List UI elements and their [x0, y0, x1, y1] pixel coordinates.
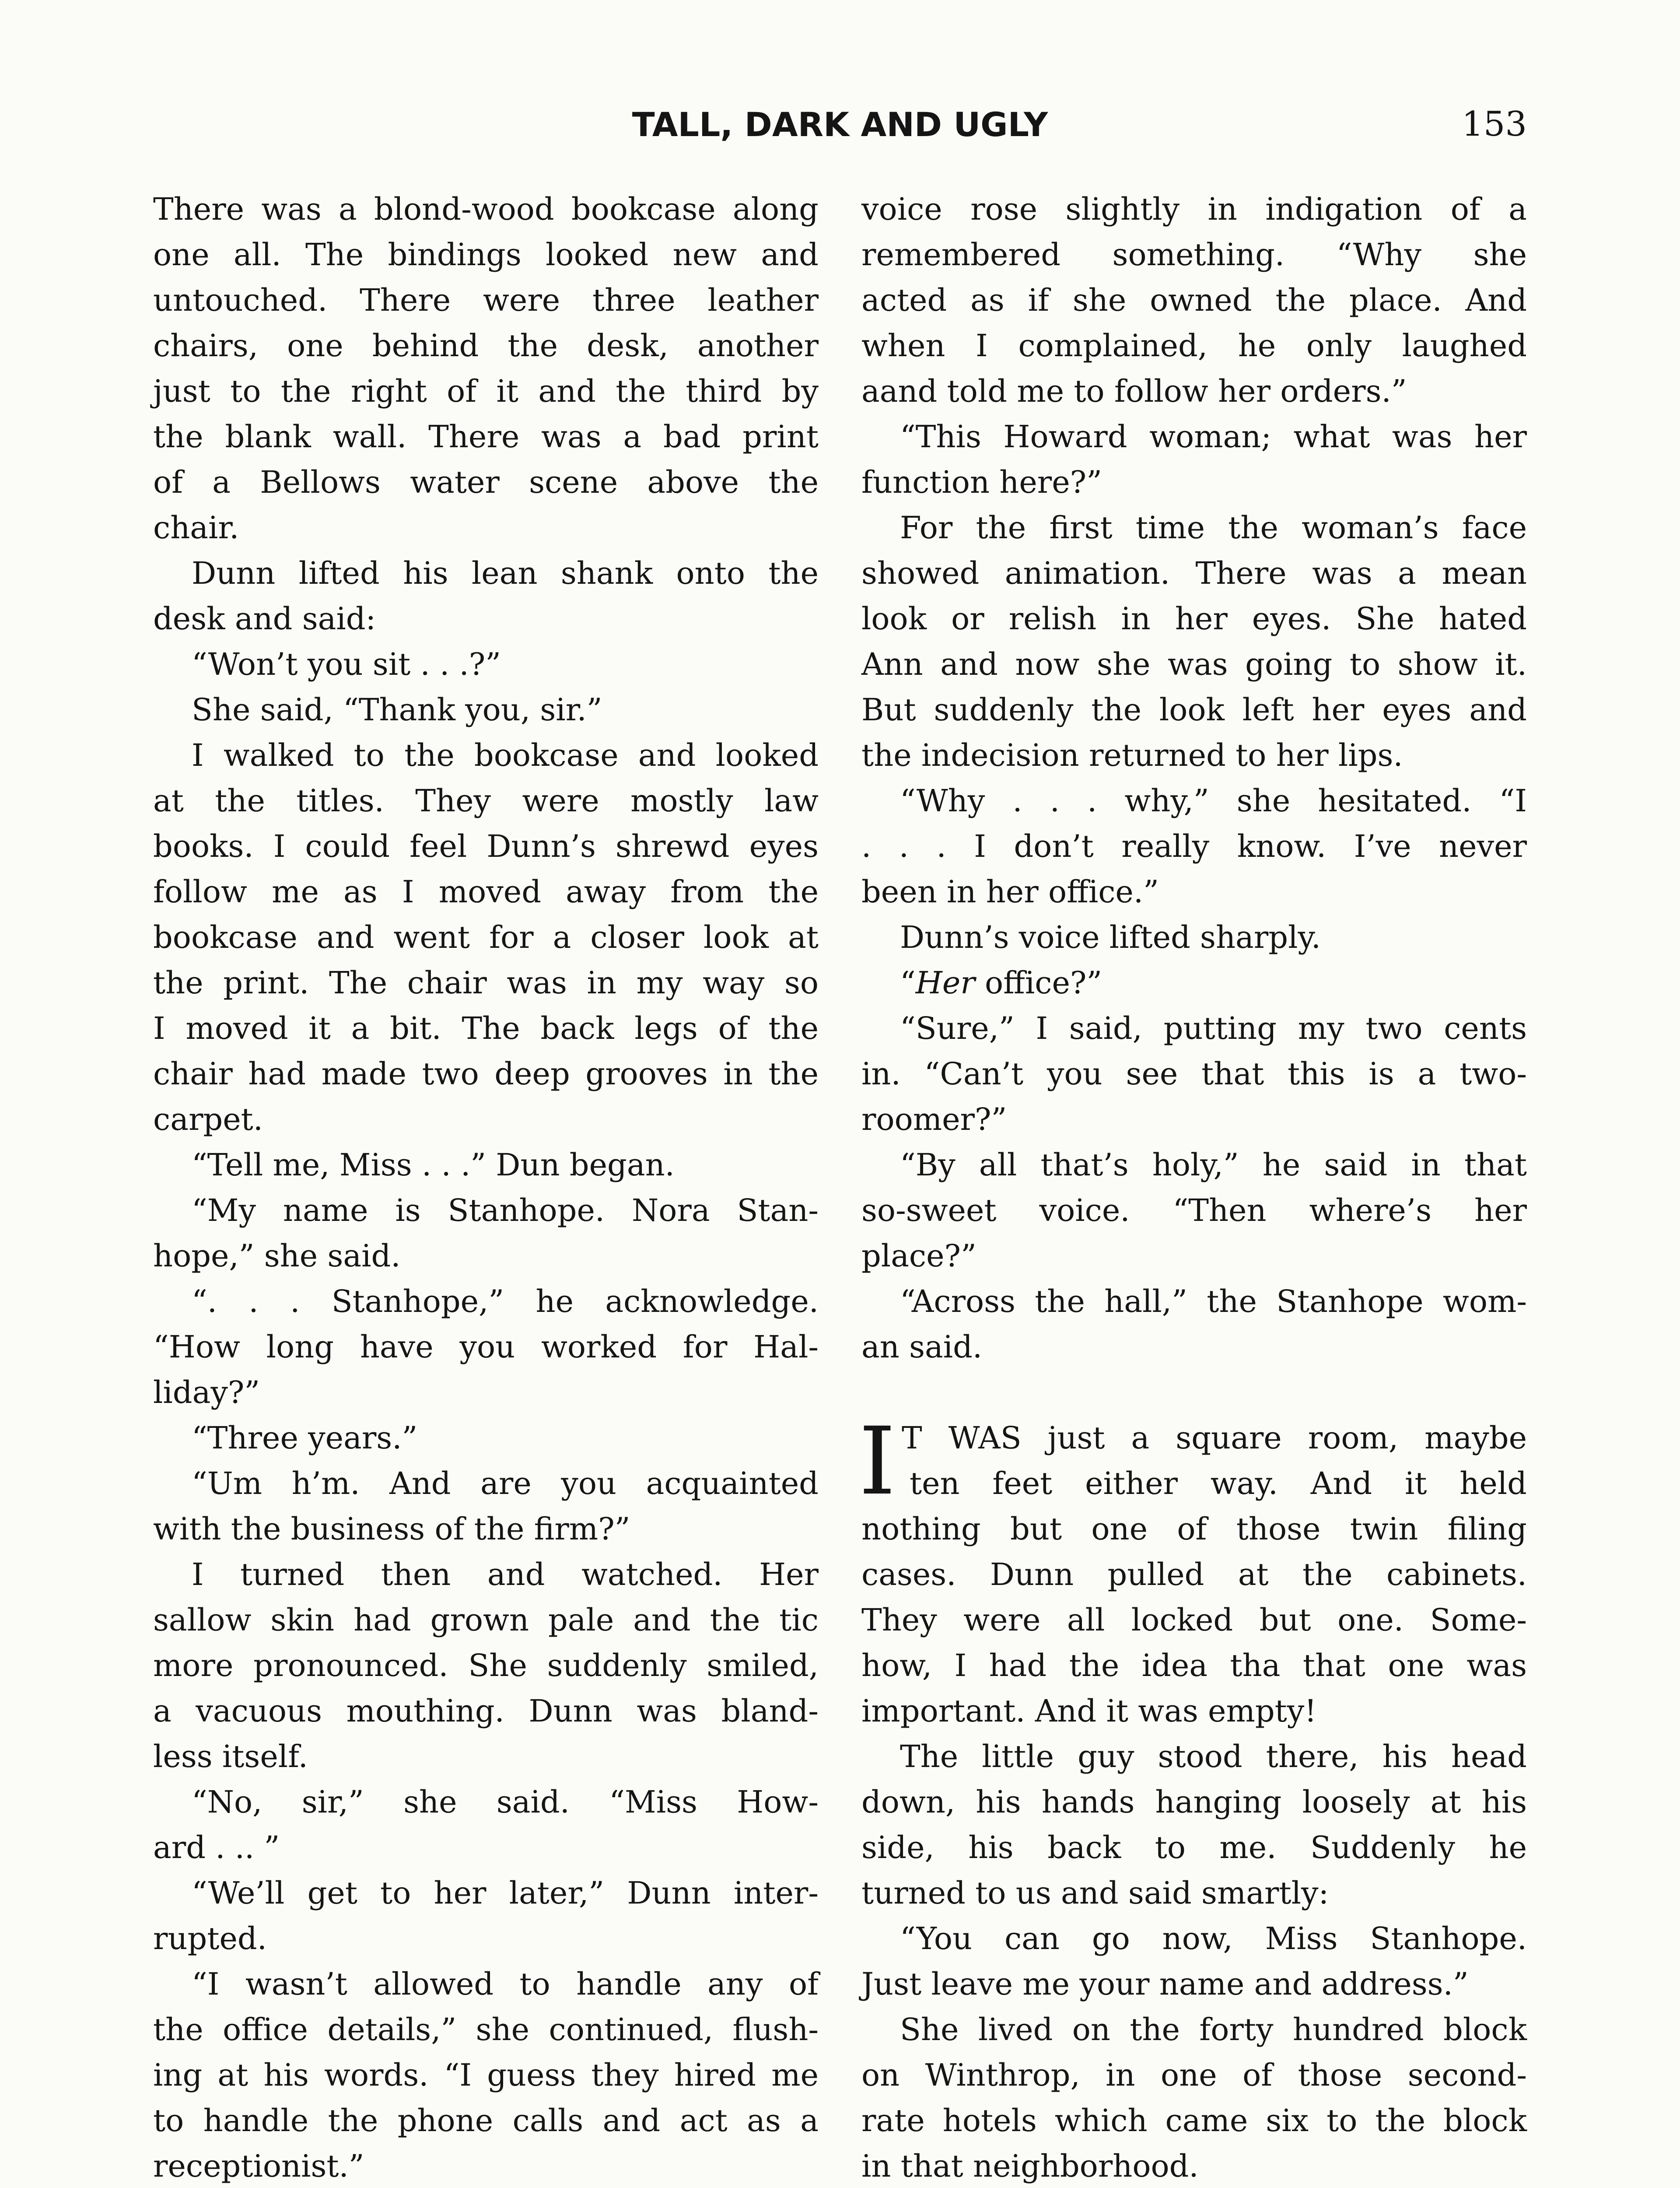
- text-line: “This Howard woman; what was her: [900, 419, 1527, 455]
- text-line: liday?”: [153, 1375, 260, 1410]
- text-line: rate hotels which came six to the block: [861, 2103, 1527, 2139]
- text-line: I walked to the bookcase and looked: [192, 737, 819, 773]
- text-line: turned to us and said smartly:: [861, 1875, 1329, 1911]
- text-line: of a Bellows water scene above the: [153, 464, 819, 500]
- text-line: roomer?”: [861, 1101, 1007, 1137]
- text-line: aand told me to follow her orders.”: [861, 373, 1407, 409]
- paragraph: [153, 642, 819, 687]
- text-line: For the first time the woman’s face: [900, 510, 1527, 546]
- text-segment: office?”: [975, 965, 1102, 1001]
- paragraph: [861, 1006, 1527, 1142]
- text-line: “Tell me, Miss . . .” Dun began.: [192, 1147, 675, 1183]
- text-line: important. And it was empty!: [861, 1693, 1317, 1729]
- paragraph: [153, 1188, 819, 1279]
- text-line: follow me as I moved away from the: [153, 874, 819, 910]
- text-line: with the business of the firm?”: [153, 1511, 630, 1547]
- text-line: “My name is Stanhope. Nora Stan-: [192, 1192, 819, 1228]
- text-line: the blank wall. There was a bad print: [153, 419, 819, 455]
- text-line: “. . . Stanhope,” he acknowledge.: [192, 1283, 819, 1319]
- text-line: “Won’t you sit . . .?”: [192, 646, 501, 682]
- text-line: showed animation. There was a mean: [861, 555, 1527, 591]
- text-line: “Um h’m. And are you acquainted: [192, 1466, 819, 1501]
- paragraph: [861, 505, 1527, 778]
- section-break: [861, 1370, 1527, 1415]
- text-line: to handle the phone calls and act as a: [153, 2103, 819, 2139]
- text-line: T WAS just a square room, maybe: [902, 1420, 1527, 1456]
- text-line: the office details,” she continued, flush-: [153, 2012, 819, 2048]
- paragraph: [153, 1415, 819, 1461]
- text-line: voice rose slightly in indigation of a: [861, 191, 1527, 227]
- paragraph: [861, 186, 1527, 414]
- text-line: nothing but one of those twin filing: [861, 1511, 1527, 1547]
- text-line: “You can go now, Miss Stanhope.: [900, 1921, 1527, 1957]
- paragraph: [859, 1407, 1527, 1734]
- text-line: “We’ll get to her later,” Dunn inter-: [192, 1875, 819, 1911]
- text-line: just to the right of it and the third by: [153, 373, 819, 409]
- text-line: in that neighborhood.: [861, 2148, 1199, 2184]
- text-line: desk and said:: [153, 601, 376, 637]
- paragraph: [861, 1734, 1527, 1916]
- paragraph: [153, 687, 819, 733]
- text-line: The little guy stood there, his head: [900, 1739, 1527, 1774]
- text-line: when I complained, he only laughed: [861, 328, 1527, 364]
- paragraph: [153, 733, 819, 1142]
- text-line: “Across the hall,” the Stanhope wom-: [900, 1283, 1527, 1319]
- paragraph: [861, 778, 1527, 915]
- text-line: a vacuous mouthing. Dunn was bland-: [153, 1693, 819, 1729]
- paragraph: [153, 186, 819, 551]
- text-line: But suddenly the look left her eyes and: [861, 692, 1527, 728]
- text-line: at the titles. They were mostly law: [153, 783, 819, 819]
- text-line: been in her office.”: [861, 874, 1159, 910]
- text-line: “I wasn’t allowed to handle any of: [192, 1966, 819, 2002]
- text-line: look or relish in her eyes. She hated: [861, 601, 1527, 637]
- text-line: sallow skin had grown pale and the tic: [153, 1602, 819, 1638]
- text-line: . . . I don’t really know. I’ve never: [861, 828, 1527, 864]
- text-line: Just leave me your name and address.”: [861, 1966, 1469, 2002]
- text-line: less itself.: [153, 1739, 308, 1774]
- text-line: “Three years.”: [192, 1420, 418, 1456]
- text-line: “No, sir,” she said. “Miss How-: [192, 1784, 819, 1820]
- text-line: one all. The bindings looked new and: [153, 237, 819, 273]
- text-line: side, his back to me. Suddenly he: [861, 1830, 1527, 1865]
- text-line: on Winthrop, in one of those second-: [861, 2057, 1527, 2093]
- text-line: untouched. There were three leather: [153, 282, 819, 318]
- text-line: ten feet either way. And it held: [910, 1466, 1527, 1501]
- text-line: “By all that’s holy,” he said in that: [900, 1147, 1527, 1183]
- running-head: TALL, DARK AND UGLY: [632, 105, 1048, 144]
- text-line: I turned then and watched. Her: [192, 1557, 819, 1592]
- paragraph: [153, 1870, 819, 1961]
- text-line: receptionist.”: [153, 2148, 364, 2184]
- paragraph: [861, 915, 1527, 960]
- text-line: “How long have you worked for Hal-: [153, 1329, 819, 1365]
- text-line: remembered something. “Why she: [861, 237, 1527, 273]
- paragraph: [153, 1461, 819, 1552]
- text-line: Dunn lifted his lean shank onto the: [192, 555, 819, 591]
- text-line: chair.: [153, 510, 239, 546]
- paragraph: [861, 414, 1527, 505]
- paragraph: [153, 1779, 819, 1870]
- paragraph: [153, 1279, 819, 1415]
- text-line: books. I could feel Dunn’s shrewd eyes: [153, 828, 819, 864]
- paragraph: [861, 1142, 1527, 1279]
- paragraph: [153, 1552, 819, 1779]
- text-line: down, his hands hanging loosely at his: [861, 1784, 1527, 1820]
- text-line: acted as if she owned the place. And: [861, 282, 1527, 318]
- text-line: cases. Dunn pulled at the cabinets.: [861, 1557, 1527, 1592]
- text-line: the indecision returned to her lips.: [861, 737, 1403, 773]
- text-line: how, I had the idea tha that one was: [861, 1648, 1527, 1683]
- text-line: Dunn’s voice lifted sharply.: [900, 919, 1321, 955]
- paragraph: [153, 1961, 819, 2188]
- paragraph: [861, 2007, 1527, 2188]
- emphasis: Her: [915, 965, 975, 1001]
- paragraph: [861, 960, 1527, 1006]
- paragraph: [153, 551, 819, 642]
- drop-cap: I: [859, 1407, 896, 1516]
- text-line: ing at his words. “I guess they hired me: [153, 2057, 819, 2093]
- page-number: 153: [1462, 105, 1527, 144]
- text-line: ard . .. ”: [153, 1830, 280, 1865]
- column-left: [153, 186, 819, 2188]
- text-line: the print. The chair was in my way so: [153, 965, 819, 1001]
- paragraph: [153, 1142, 819, 1188]
- text-line: chairs, one behind the desk, another: [153, 328, 819, 364]
- text-line: an said.: [861, 1329, 983, 1365]
- text-line: “Sure,” I said, putting my two cents: [900, 1010, 1527, 1046]
- text-line: There was a blond-wood bookcase along: [153, 191, 819, 227]
- paragraph: [861, 1916, 1527, 2007]
- text-line: I moved it a bit. The back legs of the: [153, 1010, 819, 1046]
- text-line: more pronounced. She suddenly smiled,: [153, 1648, 819, 1683]
- text-line: carpet.: [153, 1101, 263, 1137]
- text-line: chair had made two deep grooves in the: [153, 1056, 819, 1092]
- text-line: “Why . . . why,” she hesitated. “I: [900, 783, 1527, 819]
- text-line: function here?”: [861, 464, 1102, 500]
- column-right: [861, 186, 1527, 2188]
- text-line: They were all locked but one. Some-: [861, 1602, 1527, 1638]
- text-line: She said, “Thank you, sir.”: [192, 692, 602, 728]
- text-line: bookcase and went for a closer look at: [153, 919, 819, 955]
- text-line: place?”: [861, 1238, 976, 1274]
- text-line: Ann and now she was going to show it.: [861, 646, 1527, 682]
- text-line: rupted.: [153, 1921, 267, 1957]
- text-line: in. “Can’t you see that this is a two-: [861, 1056, 1527, 1092]
- text-line: so-sweet voice. “Then where’s her: [861, 1192, 1527, 1228]
- text-line: [861, 960, 1527, 1006]
- text-line: hope,” she said.: [153, 1238, 401, 1274]
- paragraph: [861, 1279, 1527, 1370]
- text-segment: “: [900, 965, 916, 1001]
- text-line: She lived on the forty hundred block: [900, 2012, 1527, 2048]
